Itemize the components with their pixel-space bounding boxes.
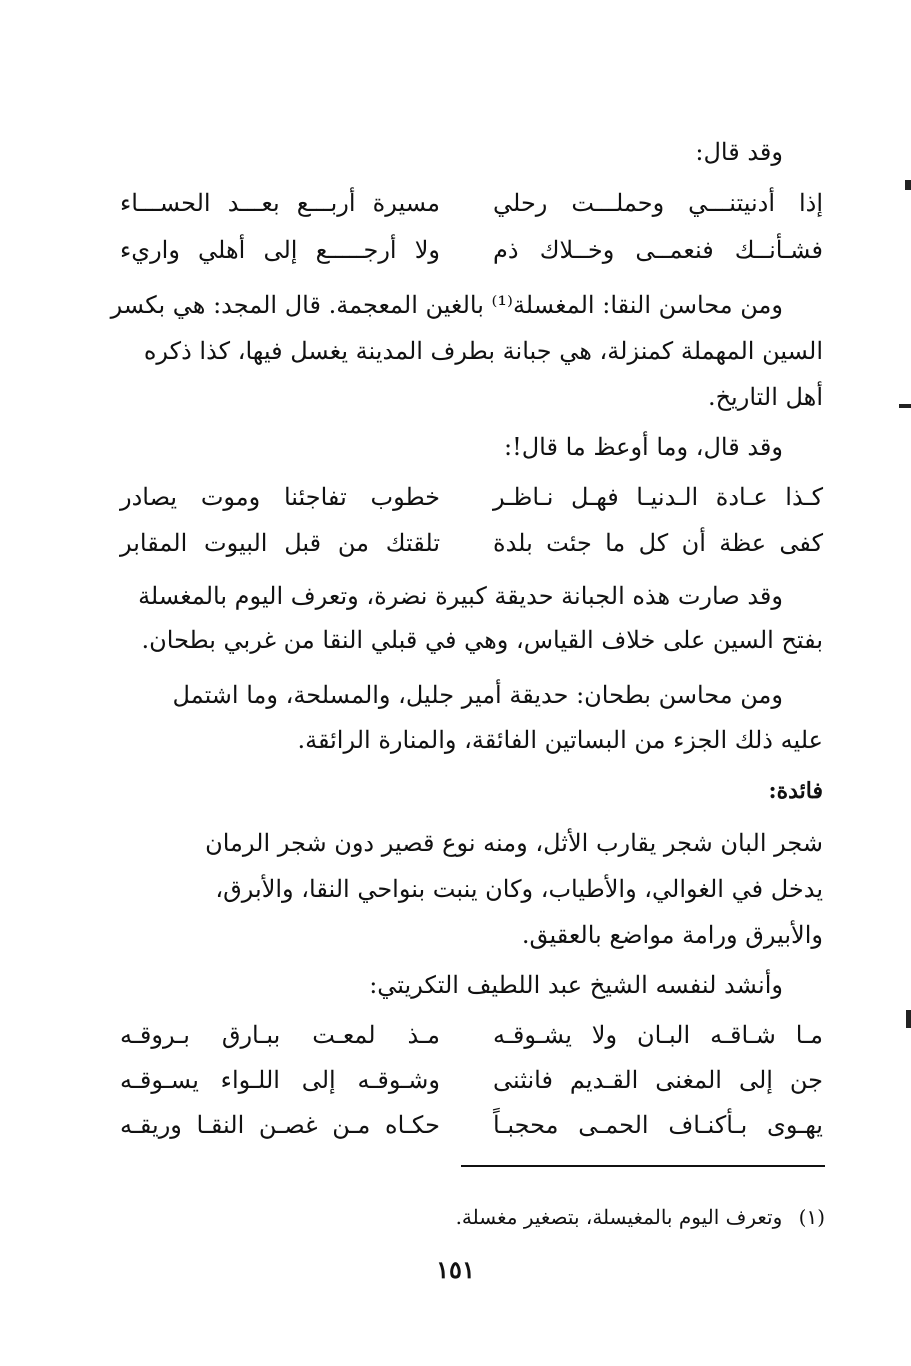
- poem-verse: [120, 520, 823, 566]
- verse-first-hemistich: إذا أدنيتنـــي وحملـــت رحلي: [493, 189, 823, 217]
- poem-verse: [120, 180, 823, 226]
- verse-first-hemistich: كـذا عـادة الـدنيـا فهـل نـاظـر: [493, 483, 823, 511]
- scan-edge-mark: [899, 404, 911, 408]
- verse-second-hemistich: ولا أرجـــــع إلى أهلي واريء: [120, 236, 440, 264]
- verse-first-hemistich: كفى عظة أن كل ما جئت بلدة: [493, 529, 823, 557]
- footnote: [456, 1202, 825, 1232]
- poem-verse: [120, 1057, 823, 1103]
- poem-intro-line: وأنشد لنفسه الشيخ عبد اللطيف التكريتي:: [369, 971, 783, 999]
- verse-second-hemistich: مـذ لمعـت ببـارق بـروقـه: [120, 1021, 440, 1049]
- verse-second-hemistich: مسيرة أربـــع بعـــد الحســـاء: [120, 189, 440, 217]
- paragraph-line: بفتح السين على خلاف القياس، وهي في قبلي النقا من غربي بطحان.: [141, 626, 823, 654]
- verse-first-hemistich: مـا شـاقـه البـان ولا يشـوقـه: [493, 1021, 823, 1049]
- paragraph-line: ومن محاسن بطحان: حديقة أمير جليل، والمسلحة، وما اشتمل: [172, 681, 783, 709]
- poem-intro-line: وقد قال:: [695, 138, 783, 166]
- paragraph-line: السين المهملة كمنزلة، هي جبانة بطرف المدينة يغسل فيها، كذا ذكره: [143, 337, 823, 365]
- verse-second-hemistich: وشـوقـه إلى اللـواء يسـوقـه: [120, 1066, 440, 1094]
- poem-verse: [120, 227, 823, 273]
- paragraph-line: يدخل في الغوالي، والأطياب، وكان ينبت بنواحي النقا، والأبرق،: [215, 875, 823, 903]
- paragraph-line: وقد صارت هذه الجبانة حديقة كبيرة نضرة، وتعرف اليوم بالمغسلة: [138, 582, 783, 610]
- verse-second-hemistich: حكـاه مـن غصـن النقـا وريقـه: [120, 1111, 440, 1139]
- paragraph-line: ومن محاسن النقا: المغسلة⁽¹⁾ بالغين المعجمة. قال المجد: هي بكسر: [110, 291, 783, 319]
- verse-first-hemistich: جن إلى المغنى القـديم فانثنى: [493, 1066, 823, 1094]
- paragraph-line: والأبيرق ورامة مواضع بالعقيق.: [521, 921, 823, 949]
- poem-verse: [120, 474, 823, 520]
- verse-first-hemistich: فشـأنــك فنعمــى وخــلاك ذم: [493, 236, 823, 264]
- poem-intro-line: وقد قال، وما أوعظ ما قال!:: [503, 433, 783, 461]
- scan-edge-mark: [905, 180, 911, 190]
- poem-verse: [120, 1102, 823, 1148]
- paragraph-line: عليه ذلك الجزء من البساتين الفائقة، والمنارة الرائقة.: [297, 726, 823, 754]
- scan-edge-mark: [906, 1010, 911, 1028]
- footnote-marker: (١): [798, 1205, 825, 1229]
- footnote-text: وتعرف اليوم بالمغيسلة، بتصغير مغسلة.: [455, 1205, 783, 1229]
- paragraph-line: شجر البان شجر يقارب الأثل، ومنه نوع قصير دون شجر الرمان: [205, 829, 823, 857]
- section-heading: فائدة:: [768, 778, 823, 804]
- paragraph-line: أهل التاريخ.: [707, 383, 823, 411]
- verse-first-hemistich: يهـوى بـأكنـاف الحمـى محجبـاً: [493, 1111, 823, 1139]
- page-number: ١٥١: [436, 1255, 475, 1284]
- verse-second-hemistich: تلقتك من قبل البيوت المقابر: [120, 529, 440, 557]
- poem-verse: [120, 1012, 823, 1058]
- footnote-separator: [461, 1165, 825, 1167]
- verse-second-hemistich: خطوب تفاجئنا وموت يصادر: [120, 483, 440, 511]
